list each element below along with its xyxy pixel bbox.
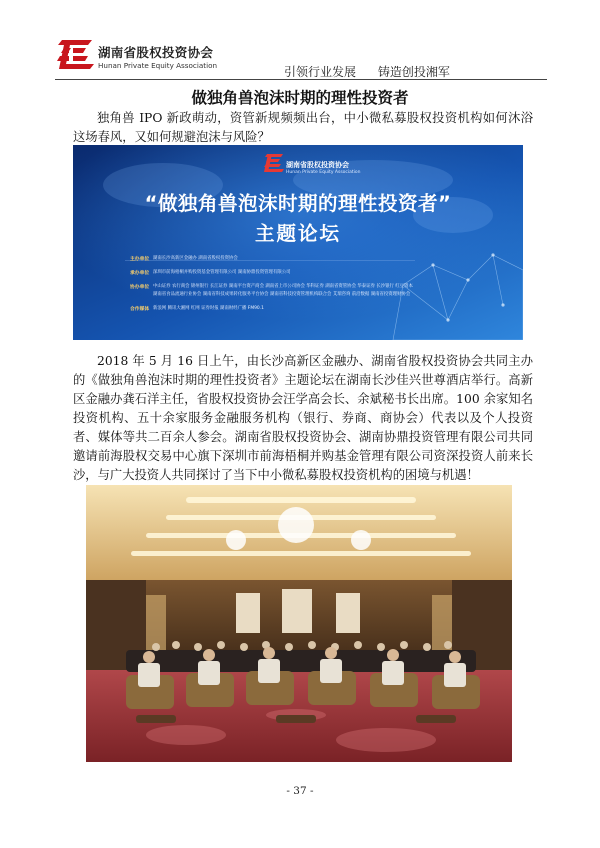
banner-org-cn: 湖南省股权投资协会 [286,161,349,169]
banner-subtitle: 主题论坛 [254,222,341,245]
forum-hall-photo [86,485,512,762]
banner-row-value: 新浪网 腾讯大湘网 红网 证券时报 湖南财经广播 FM90.1 [153,306,264,311]
body-paragraph: 2018 年 5 月 16 日上午，由长沙高新区金融办、湖南省股权投资协会共同主办的《做独角兽泡沫时期的理性投资者》主题论坛在湖南长沙佳兴世尊酒店举行。高新区金融办龚石洋主任，省股权投资协会汪学高会长、余斌秘书长出席。100 余家知名投资机构、五十余家服务金融服务机构（银行、券商、商协会）代表以及个人投资者、媒体等共二百余人参会。湖南省股权投资协会、湖南协鼎投资管理有限公司共同邀请前海股权交易中心旗下深圳市前海梧桐并购基金管理有限公司资深投资人前来长沙，与广大投资人共同探讨了当下中小微私募股权投资机构的困境与机遇！ [73,354,533,482]
page-header [0,0,600,82]
banner-row-label: 承办单位 [130,271,150,276]
article-title: 做独角兽泡沫时期的理性投资者 [191,89,409,107]
banner-row-value: 湖南省食品流通行业协会 湖南省科技成果转化服务平台协会 湖南省科技投资管理机构联合会 艾瑞咨询 前沿数据 湖南省投资理财协会 [153,292,411,297]
header-divider [55,79,547,80]
banner-org-en: Hunan Private Equity Association [286,170,361,175]
banner-row-label: 协办单位 [130,285,150,290]
header-slogan: 引领行业发展 铸造创投湘军 [284,65,450,79]
banner-row-value: 湖南长沙高新区金融办 湖南省股权投资协会 [153,256,238,261]
banner-row-value: 深圳市前海梧桐并购投资基金管理有限公司 湖南协鼎投资管理有限公司 [153,270,291,275]
forum-hall-illustration [86,485,512,762]
org-name-en: Hunan Private Equity Association [98,61,218,70]
banner-row-label: 主办单位 [130,257,150,262]
banner-row-label: 合作媒体 [130,307,150,312]
forum-banner-image [73,145,523,340]
page-number: - 37 - [286,785,314,797]
intro-paragraph: 独角兽 IPO 新政萌动，资管新规频频出台，中小微私募股权投资机构如何沐浴这场春风，又如何规避泡沫与风险？ [73,111,533,144]
banner-row-value: 中山证券 农行商会 锦州银行 长江证券 湖南平台资产商会 湖南省上市公司协会 华科证券 湖南省资管协会 华泰证券 长沙银行 红豆资本 [153,284,413,289]
org-name-cn: 湖南省股权投资协会 [98,45,214,60]
association-logo-icon [56,38,96,72]
banner-title: “做独角兽泡沫时期的理性投资者” [144,192,452,215]
